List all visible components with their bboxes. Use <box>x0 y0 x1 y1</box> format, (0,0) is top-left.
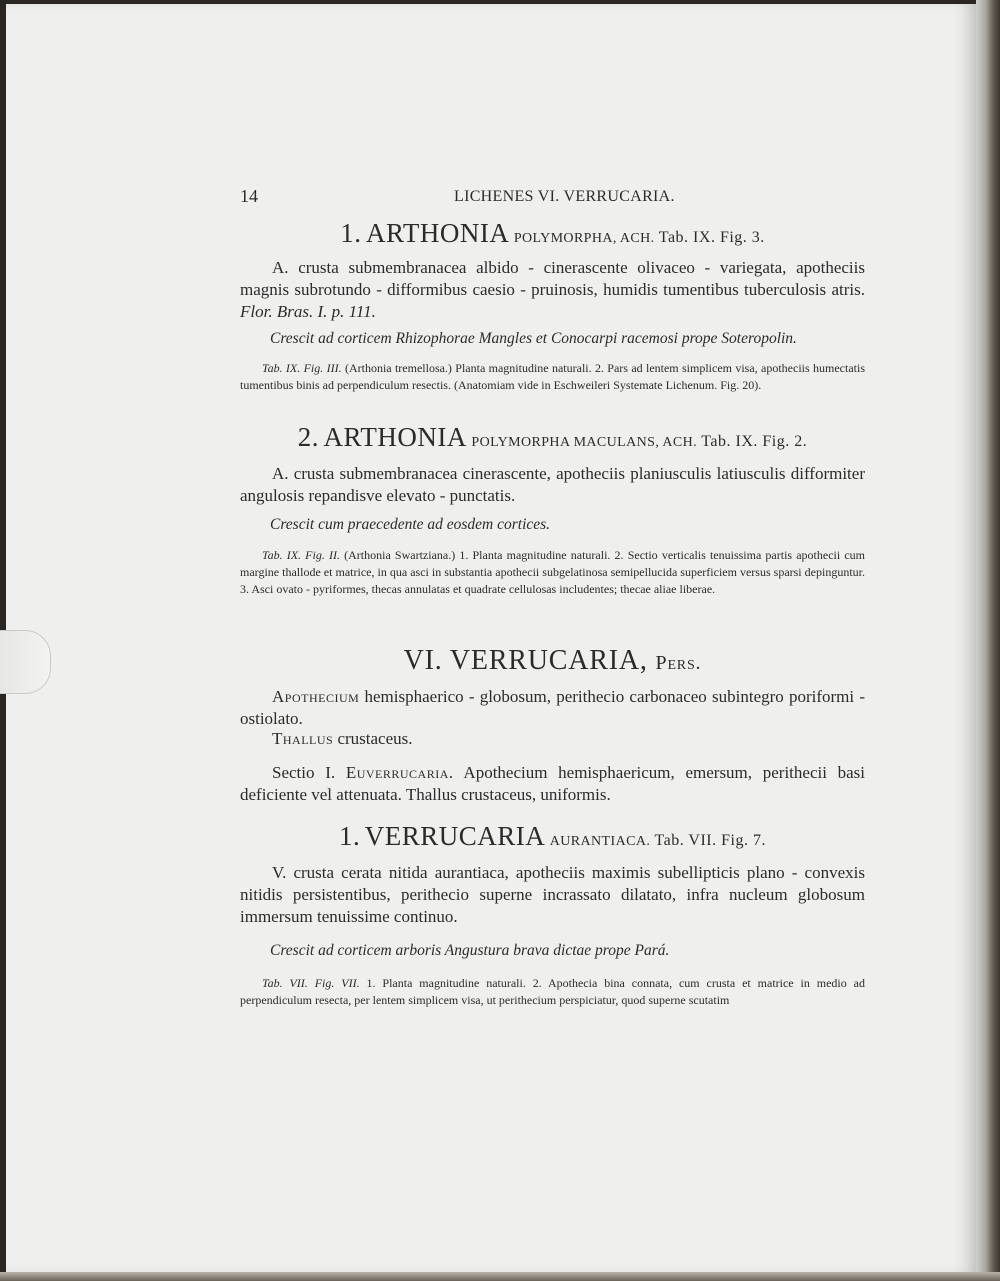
genus-author: Pers. <box>655 652 702 674</box>
citation: Flor. Bras. I. p. 111. <box>240 302 376 321</box>
page-number: 14 <box>240 186 258 206</box>
species-heading-1 <box>240 218 865 249</box>
running-title: LICHENES VI. VERRUCARIA. <box>454 188 675 205</box>
species-description-3: V. crusta cerata nitida aurantiaca, apotheciis maximis subellipticis plano - convexis nitidis persistentibus, perithecio superne incrassato dilatato, infra nucleum globosum immersum tenuissime continuo. <box>240 863 865 926</box>
genus-heading <box>240 645 865 677</box>
thallus-description: Thallus crustaceus. <box>272 729 413 748</box>
plate-note-3: Tab. VII. Fig. VII. 1. Planta magnitudine naturali. 2. Apothecia bina connata, cum crusta et matrice in medio ad perpendiculum resecta, per lentem simplicem visa, ut perithecium perspiciatur, quod superne scutatim <box>240 976 865 1007</box>
plate-reference: Tab. IX. Fig. 3. <box>658 229 765 246</box>
plate-reference: Tab. IX. Fig. 2. <box>701 433 808 450</box>
bookmark-tab <box>0 630 51 694</box>
species-number: 1. <box>339 821 361 851</box>
plate-note-1: Tab. IX. Fig. III. (Arthonia tremellosa.) Planta magnitudine naturali. 2. Pars ad lentem simplicem visa, apotheciis humectatis tumentibus binis ad perpendiculum resectis. (Anatomiam vide in Eschweileri Systemate Lichenum. Fig. 20). <box>240 361 865 392</box>
habitat-1: Crescit ad corticem Rhizophorae Mangles et Conocarpi racemosi prope Soteropolin. <box>270 330 797 347</box>
species-heading-2 <box>240 422 865 453</box>
habitat-2: Crescit cum praecedente ad eosdem cortices. <box>270 516 551 533</box>
species-epithet: POLYMORPHA, ACH. <box>513 231 655 246</box>
apothecium-description: Apothecium hemisphaerico - globosum, perithecio carbonaceo subintegro poriformi - ostiolato. <box>240 687 866 728</box>
species-description-2: A. crusta submembranacea cinerascente, apotheciis planiusculis latiusculis difformiter angulosis repandisve elevato - punctatis. <box>240 464 865 505</box>
genus-title: VI. VERRUCARIA, <box>403 645 648 676</box>
species-description-1: A. crusta submembranacea albido - cinerascente olivaceo - variegata, apotheciis magnis subrotundo - difformibus caesio - pruinosis, humidis tumentibus tuberculosis atris. Flor. Bras. I. p. 111. <box>240 258 865 321</box>
plate-reference: Tab. VII. Fig. 7. <box>654 832 766 849</box>
page-edge-right <box>976 0 1000 1281</box>
species-number: 1. <box>340 218 362 248</box>
species-epithet: AURANTIACA. <box>549 834 651 849</box>
genus-name: ARTHONIA <box>323 422 467 452</box>
running-header <box>240 186 865 210</box>
species-epithet: POLYMORPHA MACULANS, ACH. <box>471 435 698 450</box>
species-number: 2. <box>297 422 320 452</box>
sectio-description: Sectio I. Euverrucaria. Apothecium hemisphaericum, emersum, perithecii basi deficiente vel attenuata. Thallus crustaceus, uniformis. <box>240 763 866 804</box>
habitat-3: Crescit ad corticem arboris Angustura brava dictae prope Pará. <box>270 942 670 959</box>
page-edge-bottom <box>0 1272 1000 1281</box>
plate-note-2: Tab. IX. Fig. II. (Arthonia Swartziana.) 1. Planta magnitudine naturali. 2. Sectio verticalis tenuissima partis apothecii cum margine thallode et matrice, in qua asci in substantia apothecii subgelatinosa semipellucida superficiem versus sparsi depinguntur. 3. Asci ovato - pyriformes, thecas annulatas et quadrate cellulosas includentes; thecae aliae liberae. <box>240 548 865 596</box>
genus-name: VERRUCARIA <box>364 821 546 851</box>
genus-name: ARTHONIA <box>365 218 510 248</box>
species-heading-3 <box>240 821 865 852</box>
